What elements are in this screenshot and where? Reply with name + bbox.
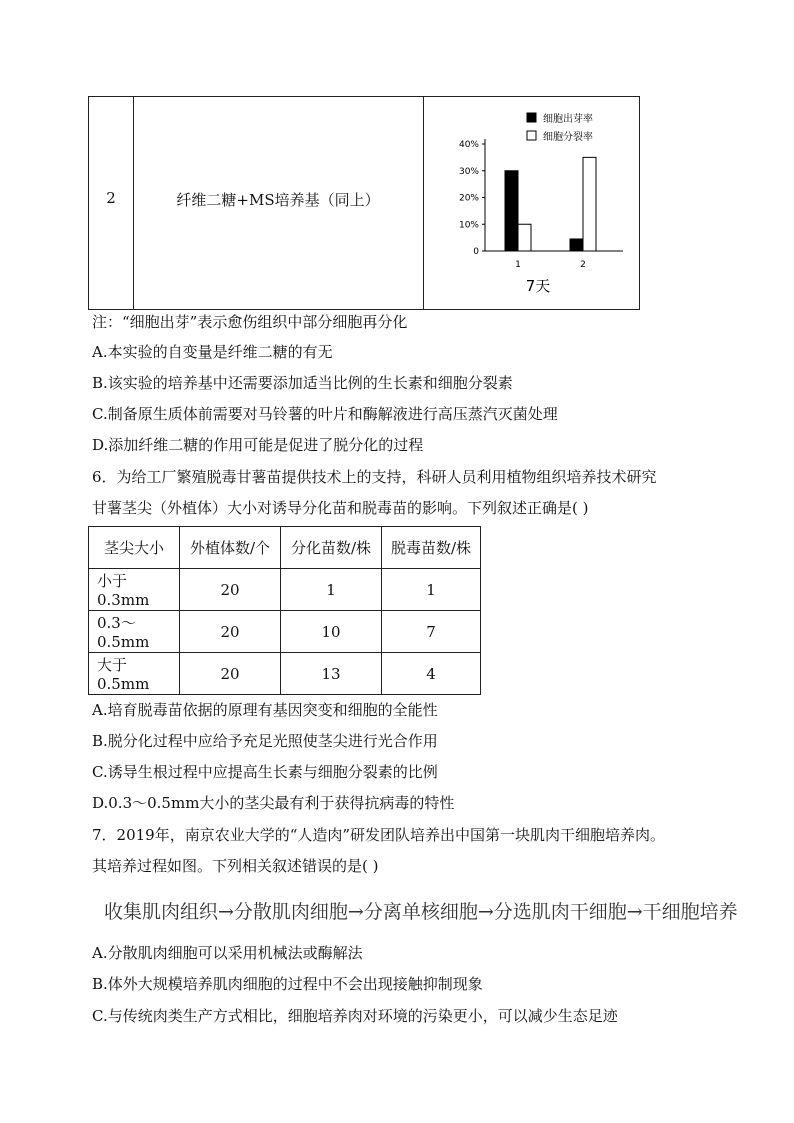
q5-option-d: D.添加纤维二糖的作用可能是促进了脱分化的过程 — [92, 436, 424, 454]
q6-option-b: B.脱分化过程中应给予充足光照使茎尖进行光合作用 — [92, 732, 438, 750]
table-cell: 20 — [180, 653, 281, 695]
x-tick-label: 2 — [580, 260, 586, 270]
q7-option-a: A.分散肌肉细胞可以采用机械法或酶解法 — [92, 944, 363, 962]
table-cell: 1 — [382, 569, 481, 611]
header-cell: 茎尖大小 — [89, 527, 180, 569]
medium-cell: 纤维二糖+MS培养基（同上） — [176, 191, 380, 209]
q7-option-c: C.与传统肉类生产方式相比，细胞培养肉对环境的污染更小，可以减少生态足迹 — [92, 1007, 618, 1025]
table-cell: 20 — [180, 569, 281, 611]
bar-bud-1 — [505, 171, 518, 251]
x-tick-label: 1 — [515, 260, 521, 270]
table-cell: 0.3～0.5mm — [89, 611, 180, 653]
process-flow: 收集肌肉组织→分散肌肉细胞→分离单核细胞→分选肌肉干细胞→干细胞培养 — [104, 901, 738, 923]
q7-stem-1: 7．2019年，南京农业大学的“人造肉”研发团队培养出中国第一块肌肉干细胞培养肉。 — [92, 826, 666, 844]
header-cell: 脱毒苗数/株 — [382, 527, 481, 569]
experiment-table — [88, 96, 640, 310]
y-ticks — [459, 140, 485, 257]
x-axis-label: 7天 — [525, 277, 551, 295]
q7-stem-2: 其培养过程如图。下列相关叙述错误的是( ) — [92, 857, 379, 875]
bar-divide-1 — [518, 224, 531, 251]
y-tick-label: 30% — [458, 166, 479, 177]
table-cell: 7 — [382, 611, 481, 653]
bar-bud-2 — [570, 239, 583, 251]
x-ticks — [515, 260, 586, 270]
legend-label-divide: 细胞分裂率 — [543, 132, 593, 143]
bars — [505, 157, 596, 251]
table-row — [89, 611, 481, 653]
table-cell: 1 — [281, 569, 382, 611]
header-cell: 外植体数/个 — [180, 527, 281, 569]
table-row — [89, 569, 481, 611]
table-cell: 4 — [382, 653, 481, 695]
bar-chart — [423, 97, 641, 311]
table-cell: 20 — [180, 611, 281, 653]
row-number: 2 — [106, 189, 116, 207]
q6-option-a: A.培育脱毒苗依据的原理有基因突变和细胞的全能性 — [92, 701, 438, 719]
legend-swatch-bud — [527, 113, 536, 122]
y-tick-label: 10% — [458, 220, 479, 231]
legend-label-bud: 细胞出芽率 — [543, 114, 593, 125]
q6-option-d: D.0.3～0.5mm大小的茎尖最有利于获得抗病毒的特性 — [92, 794, 455, 812]
table-row — [89, 653, 481, 695]
bar-divide-2 — [583, 157, 596, 251]
bar-chart-svg — [423, 97, 641, 311]
y-tick-label: 20% — [458, 193, 479, 204]
q5-option-b: B.该实验的培养基中还需要添加适当比例的生长素和细胞分裂素 — [92, 374, 513, 392]
table-cell: 小于0.3mm — [89, 569, 180, 611]
note: 注：“细胞出芽”表示愈伤组织中部分细胞再分化 — [92, 313, 408, 331]
q5-option-c: C.制备原生质体前需要对马铃薯的叶片和酶解液进行高压蒸汽灭菌处理 — [92, 405, 558, 423]
q6-option-c: C.诱导生根过程中应提高生长素与细胞分裂素的比例 — [92, 763, 438, 781]
y-tick-label: 0 — [473, 247, 479, 257]
table-cell: 13 — [281, 653, 382, 695]
y-tick-label: 40% — [458, 140, 479, 150]
q6-stem-2: 甘薯茎尖（外植体）大小对诱导分化苗和脱毒苗的影响。下列叙述正确是( ) — [92, 499, 589, 517]
header-cell: 分化苗数/株 — [281, 527, 382, 569]
q5-option-a: A.本实验的自变量是纤维二糖的有无 — [92, 343, 333, 361]
q7-option-b: B.体外大规模培养肌肉细胞的过程中不会出现接触抑制现象 — [92, 975, 483, 993]
table-cell: 大于0.5mm — [89, 653, 180, 695]
table-cell: 10 — [281, 611, 382, 653]
q6-table — [88, 526, 481, 695]
legend-swatch-divide — [527, 131, 536, 140]
table-header-row — [89, 527, 481, 569]
q6-stem-1: 6．为给工厂繁殖脱毒甘薯苗提供技术上的支持，科研人员利用植物组织培养技术研究 — [92, 468, 657, 486]
